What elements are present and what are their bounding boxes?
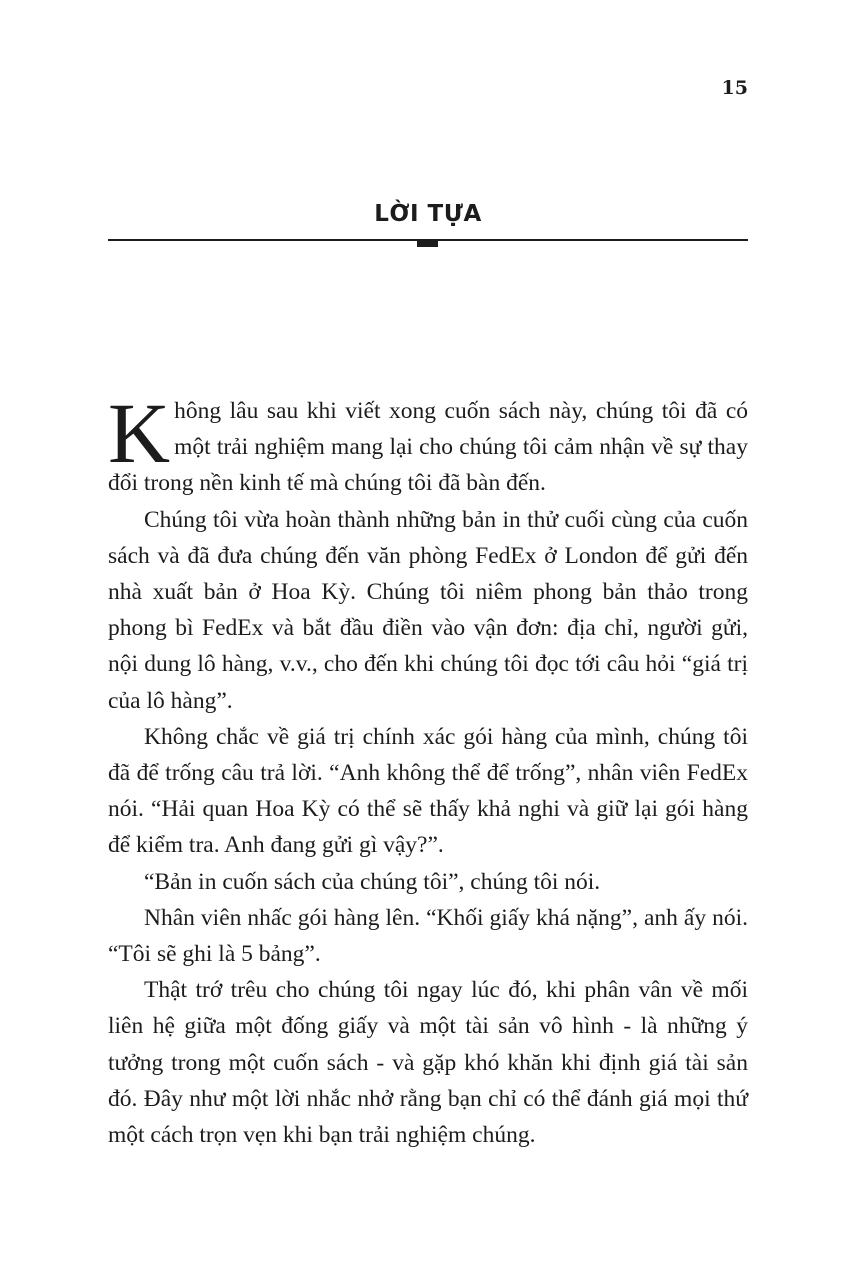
title-divider-marker (417, 240, 438, 247)
paragraph-text: hông lâu sau khi viết xong cuốn sách này, chúng tôi đã có một trải nghiệm mang lại cho chúng tôi cảm nhận về sự thay đổi trong nền kinh tế mà chúng tôi đã bàn đến. (108, 398, 748, 497)
paragraph (108, 385, 748, 502)
drop-cap: K (108, 385, 171, 481)
paragraph: Chúng tôi vừa hoàn thành những bản in thử cuối cùng của cuốn sách và đã đưa chúng đến văn phòng FedEx ở London để gửi đến nhà xuất bản ở Hoa Kỳ. Chúng tôi niêm phong bản thảo trong phong bì FedEx và bắt đầu điền vào vận đơn: địa chỉ, người gửi, nội dung lô hàng, v.v., cho đến khi chúng tôi đọc tới câu hỏi “giá trị của lô hàng”. (108, 506, 748, 714)
paragraph: “Bản in cuốn sách của chúng tôi”, chúng tôi nói. (144, 868, 601, 895)
page-number: 15 (721, 77, 748, 99)
paragraph: Không chắc về giá trị chính xác gói hàng của mình, chúng tôi đã để trống câu trả lời. “Anh không thể để trống”, nhân viên FedEx nói. “Hải quan Hoa Kỳ có thể sẽ thấy khả nghi và giữ lại gói hàng để kiểm tra. Anh đang gửi gì vậy?”. (108, 723, 748, 859)
paragraph: Nhân viên nhấc gói hàng lên. “Khối giấy khá nặng”, anh ấy nói. “Tôi sẽ ghi là 5 bảng”. (108, 904, 748, 968)
body-text (108, 385, 748, 1153)
chapter-title: LỜI TỰA (374, 201, 482, 227)
paragraph: Thật trớ trêu cho chúng tôi ngay lúc đó, khi phân vân về mối liên hệ giữa một đống giấy và một tài sản vô hình - là những ý tưởng trong một cuốn sách - và gặp khó khăn khi định giá tài sản đó. Đây như một lời nhắc nhở rằng bạn chỉ có thể đánh giá mọi thứ một cách trọn vẹn khi bạn trải nghiệm chúng. (108, 977, 748, 1149)
